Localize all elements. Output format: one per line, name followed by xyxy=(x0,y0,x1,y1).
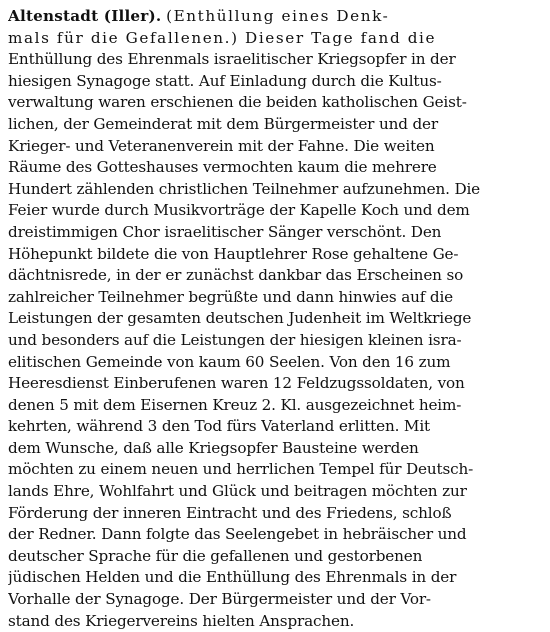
article-line-21: dem Wunsche, daß alle Kriegsopfer Bausteine werden xyxy=(8,438,419,457)
article-line-10: Feier wurde durch Musikvorträge der Kapelle Koch und dem xyxy=(8,201,470,220)
article-line-29: stand des Kriegervereins hielten Ansprachen. xyxy=(8,611,355,630)
article-line-8: Räume des Gotteshauses vermochten kaum die mehrere xyxy=(8,158,437,177)
article-line-2: mals für die Gefallenen.) Dieser Tage fand die xyxy=(8,28,437,47)
article-line-4: hiesigen Synagoge statt. Auf Einladung durch die Kultus- xyxy=(8,71,442,90)
article-line-12: Höhepunkt bildete die von Hauptlehrer Rose gehaltene Ge- xyxy=(8,244,459,263)
article-line-16: und besonders auf die Leistungen der hiesigen kleinen isra- xyxy=(8,330,462,349)
article-line-3: Enthüllung des Ehrenmals israelitischer Kriegsopfer in der xyxy=(8,50,456,69)
article-line-1 xyxy=(8,6,544,28)
article-line-24: Förderung der inneren Eintracht und des Friedens, schloß xyxy=(8,503,452,522)
article-line-14: zahlreicher Teilnehmer begrüßte und dann hinwies auf die xyxy=(8,287,453,306)
article-line-7: Krieger- und Veteranenverein mit der Fahne. Die weiten xyxy=(8,136,435,155)
article-line-5: verwaltung waren erschienen die beiden katholischen Geist- xyxy=(8,93,467,112)
article-line-19: denen 5 mit dem Eisernen Kreuz 2. Kl. ausgezeichnet heim- xyxy=(8,395,462,414)
article-line-20: kehrten, während 3 den Tod fürs Vaterland erlitten. Mit xyxy=(8,417,430,436)
article-place: Altenstadt (Iller). xyxy=(8,7,162,25)
article-line-26: deutscher Sprache für die gefallenen und gestorbenen xyxy=(8,546,423,565)
article-line-28: Vorhalle der Synagoge. Der Bürgermeister und der Vor- xyxy=(8,590,431,609)
article-line-27: jüdischen Helden und die Enthüllung des Ehrenmals in der xyxy=(8,568,457,587)
article-line-17: elitischen Gemeinde von kaum 60 Seelen. Von den 16 zum xyxy=(8,352,451,371)
article-line-11: dreistimmigen Chor israelitischer Sänger verschönt. Den xyxy=(8,222,442,241)
article-line-6: lichen, der Gemeinderat mit dem Bürgermeister und der xyxy=(8,114,438,133)
article-line-15: Leistungen der gesamten deutschen Judenheit im Weltkriege xyxy=(8,309,472,328)
article-line-13: dächtnisrede, in der er zunächst dankbar das Erscheinen so xyxy=(8,266,464,285)
article-headline: (Enthüllung eines Denk- xyxy=(166,7,390,25)
article-line-18: Heeresdienst Einberufenen waren 12 Feldzugssoldaten, von xyxy=(8,374,465,393)
article-line-9: Hundert zählenden christlichen Teilnehmer aufzunehmen. Die xyxy=(8,179,481,198)
article-line-23: lands Ehre, Wohlfahrt und Glück und beitragen möchten zur xyxy=(8,482,467,501)
article-line-22: möchten zu einem neuen und herrlichen Tempel für Deutsch- xyxy=(8,460,474,479)
article-line-25: der Redner. Dann folgte das Seelengebet in hebräischer und xyxy=(8,525,467,544)
